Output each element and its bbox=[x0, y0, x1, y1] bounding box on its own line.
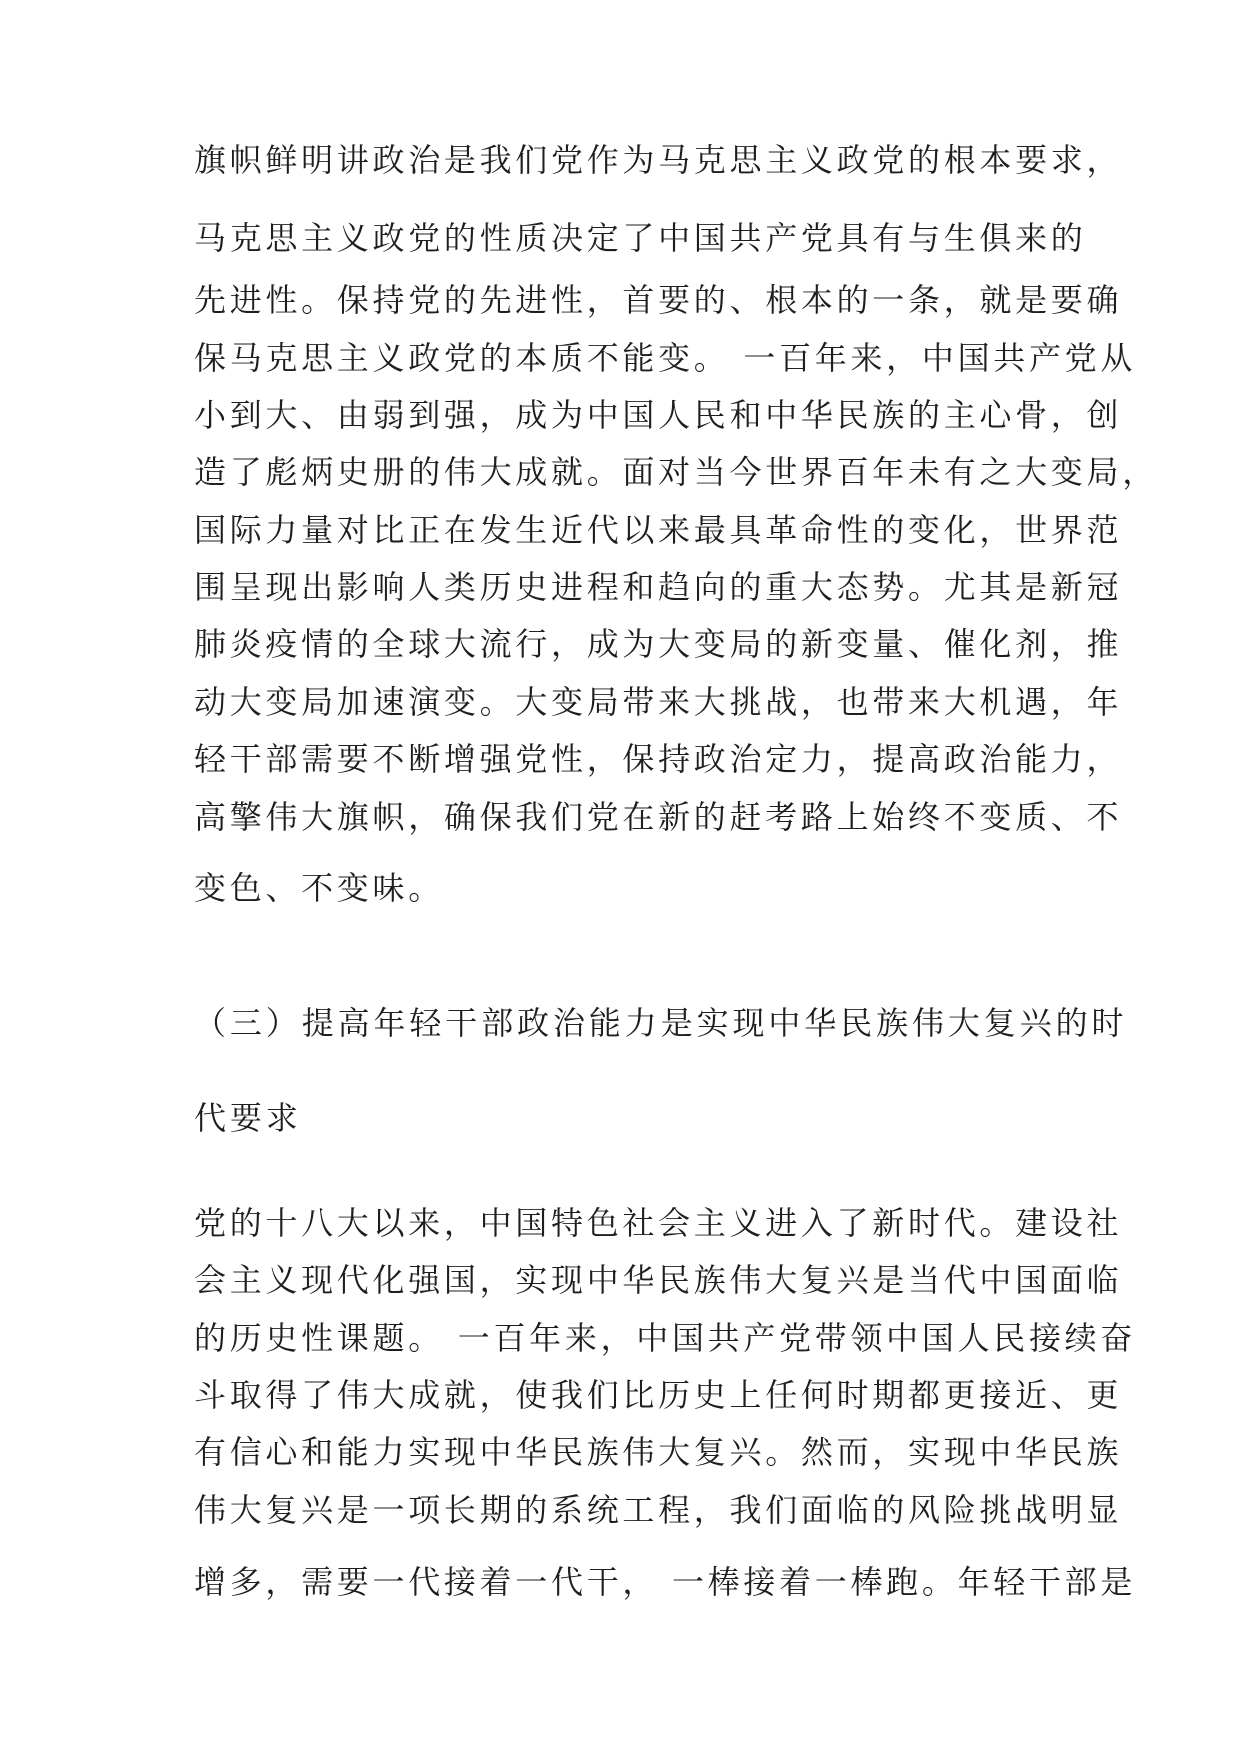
text-line: 会主义现代化强国，实现中华民族伟大复兴是当代中国面临 bbox=[194, 1261, 1123, 1299]
section-heading-line: 代要求 bbox=[194, 1099, 302, 1137]
text-line: 肺炎疫情的全球大流行，成为大变局的新变量、催化剂，推 bbox=[194, 625, 1123, 663]
text-line: 围呈现出影响人类历史进程和趋向的重大态势。尤其是新冠 bbox=[194, 568, 1123, 606]
section-heading-line: （三）提高年轻干部政治能力是实现中华民族伟大复兴的时 bbox=[194, 1004, 1128, 1042]
text-line: 的历史性课题。 一百年来，中国共产党带领中国人民接续奋 bbox=[194, 1319, 1137, 1357]
text-line: 斗取得了伟大成就，使我们比历史上任何时期都更接近、更 bbox=[194, 1376, 1123, 1414]
text-line: 动大变局加速演变。大变局带来大挑战，也带来大机遇，年 bbox=[194, 683, 1123, 721]
text-line: 轻干部需要不断增强党性，保持政治定力，提高政治能力， bbox=[194, 740, 1123, 778]
text-line: 马克思主义政党的性质决定了中国共产党具有与生俱来的 bbox=[194, 219, 1087, 257]
text-line: 增多，需要一代接着一代干， 一棒接着一棒跑。年轻干部是 bbox=[194, 1563, 1137, 1601]
text-line: 变色、不变味。 bbox=[194, 869, 444, 907]
text-line: 造了彪炳史册的伟大成就。面对当今世界百年未有之大变局， bbox=[194, 453, 1158, 491]
text-line: 伟大复兴是一项长期的系统工程，我们面临的风险挑战明显 bbox=[194, 1491, 1123, 1529]
text-line: 旗帜鲜明讲政治是我们党作为马克思主义政党的根本要求， bbox=[194, 141, 1123, 179]
text-line: 党的十八大以来，中国特色社会主义进入了新时代。建设社 bbox=[194, 1204, 1123, 1242]
text-line: 有信心和能力实现中华民族伟大复兴。然而，实现中华民族 bbox=[194, 1433, 1123, 1471]
text-line: 保马克思主义政党的本质不能变。 一百年来，中国共产党从 bbox=[194, 339, 1137, 377]
text-line: 先进性。保持党的先进性，首要的、根本的一条，就是要确 bbox=[194, 281, 1123, 319]
text-line: 高擎伟大旗帜，确保我们党在新的赶考路上始终不变质、不 bbox=[194, 798, 1123, 836]
text-line: 小到大、由弱到强，成为中国人民和中华民族的主心骨，创 bbox=[194, 396, 1123, 434]
text-line: 国际力量对比正在发生近代以来最具革命性的变化，世界范 bbox=[194, 511, 1123, 549]
